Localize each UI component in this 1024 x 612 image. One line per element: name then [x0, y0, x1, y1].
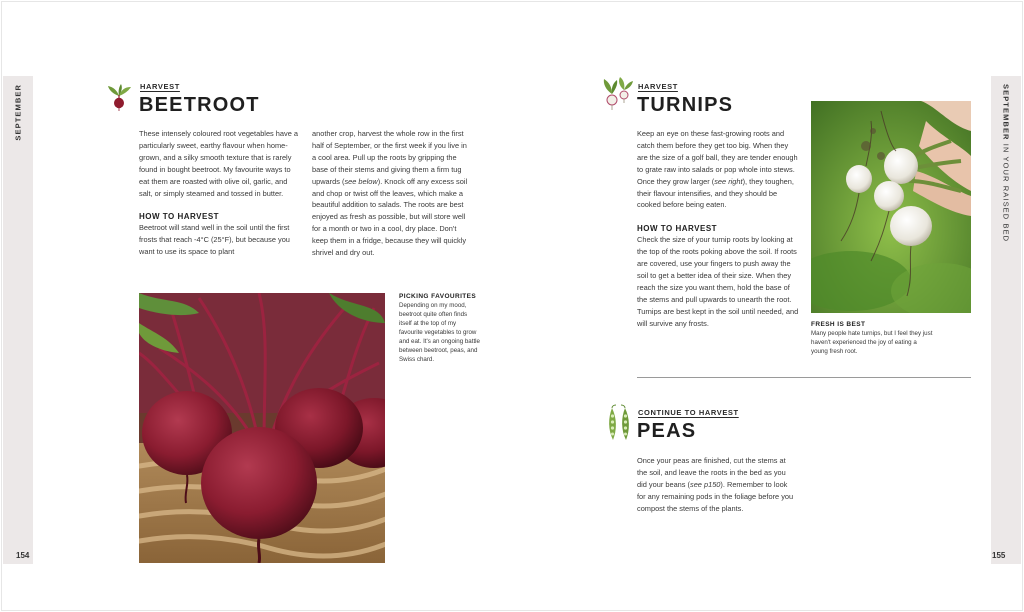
- turnip-icon: [600, 76, 634, 114]
- peas-title: PEAS: [637, 420, 697, 442]
- turnips-intro: [637, 128, 799, 211]
- pea-pod-icon: [604, 404, 634, 442]
- beetroot-how-text: Beetroot will stand well in the soil until the first frosts that reach -4°C (25°F), but because you want to use its space to plant: [139, 223, 290, 257]
- section-divider: [637, 377, 971, 378]
- turnips-how-heading: HOW TO HARVEST: [637, 224, 718, 234]
- beetroot-title: BEETROOT: [139, 94, 260, 116]
- turnip-caption-title: FRESH IS BEST: [811, 321, 866, 328]
- page-number-left: 154: [16, 551, 30, 560]
- chapter-tab-left: [3, 76, 33, 564]
- beetroot-column-2: [312, 128, 472, 259]
- beetroot-caption: [399, 292, 481, 364]
- beetroot-intro: These intensely coloured root vegetables have a particularly sweet, earthy flavour when home-grown, and a silky smooth texture that is rarely found in bought beetroot. My favourite ways to eat them are roasted with olive oil, garlic, and salt, or simply steamed and tossed in butter.: [139, 129, 298, 198]
- chapter-tab-right: [991, 76, 1021, 564]
- turnip-photo: [811, 101, 971, 313]
- peas-paragraph: [637, 455, 797, 515]
- beetroot-col2-b: ). Knock off any excess soil and chop or twist off the leaves, which make a beautiful addition to salads. The roots are best enjoyed as fresh as possible, but will store well for a month or two in a cool, dry place. Don't keep them in a fridge, because they will quickly shrivel and dry out.: [312, 176, 468, 258]
- peas-text-ref: see p150: [690, 479, 721, 489]
- turnips-intro-a: Keep an eye on these fast-growing roots and catch them before they get too big. When they are the size of a golf ball, they are tender enough to grate raw into salads or pop whole into stews. Once they grow larger (: [637, 129, 798, 186]
- chapter-tab-left-label: SEPTEMBER: [13, 84, 23, 141]
- beetroot-kicker: HARVEST: [140, 82, 180, 91]
- turnips-title: TURNIPS: [637, 94, 734, 116]
- turnips-how-text: Check the size of your turnip roots by looking at the top of the roots poking above the soil. If roots are covered, use your fingers to push away the soil to get a better idea of their size. When they reach the size you want them, hold the base of the stems and pull upwards to unearth the root. Turnips are best kept in the soil until needed, and will survive any frosts.: [637, 235, 799, 328]
- page-number-right: 155: [992, 551, 1006, 560]
- turnips-intro-ref: see right: [714, 176, 743, 186]
- beetroot-icon: [104, 82, 134, 112]
- turnips-intro-b: ), they toughen, their flavour intensifies, and they should be cooked before being eaten.: [637, 176, 794, 210]
- beetroot-column-1: [139, 128, 302, 258]
- turnip-caption-text: Many people hate turnips, but I feel they just haven't experienced the joy of eating a young fresh root.: [811, 330, 933, 355]
- turnips-column: [637, 128, 799, 330]
- peas-kicker: CONTINUE TO HARVEST: [638, 408, 739, 417]
- chapter-tab-right-label: [1002, 84, 1011, 242]
- chapter-tab-right-rest: IN YOUR RAISED BED: [1001, 140, 1011, 243]
- beetroot-photo: [139, 293, 385, 563]
- beetroot-col2-a: another crop, harvest the whole row in the first half of September, or the first week if you live in a cool area. Pull up the roots by gripping the base of their stems and giving them a firm tug upwards (: [312, 129, 467, 186]
- beetroot-col2-paragraph: [312, 128, 472, 259]
- beetroot-caption-title: PICKING FAVOURITES: [399, 293, 477, 300]
- turnips-kicker: HARVEST: [638, 82, 678, 91]
- beetroot-caption-text: Depending on my mood, beetroot quite often finds itself at the top of my favourite vegetables to grow and eat. It's an ongoing battle between beetroot, peas, and Swiss chard.: [399, 302, 480, 363]
- beetroot-col2-ref: see below: [344, 176, 378, 186]
- peas-text-a: Once your peas are finished, cut the stems at the soil, and leave the roots in the bed as you did your beans (: [637, 456, 786, 489]
- beetroot-how-heading: HOW TO HARVEST: [139, 212, 220, 222]
- peas-column: [637, 455, 797, 515]
- chapter-tab-right-month: SEPTEMBER: [1001, 84, 1011, 141]
- peas-text-b: ). Remember to look for any remaining pods in the foliage before you compost the stems of the plants.: [637, 479, 794, 513]
- turnip-caption: [811, 320, 933, 356]
